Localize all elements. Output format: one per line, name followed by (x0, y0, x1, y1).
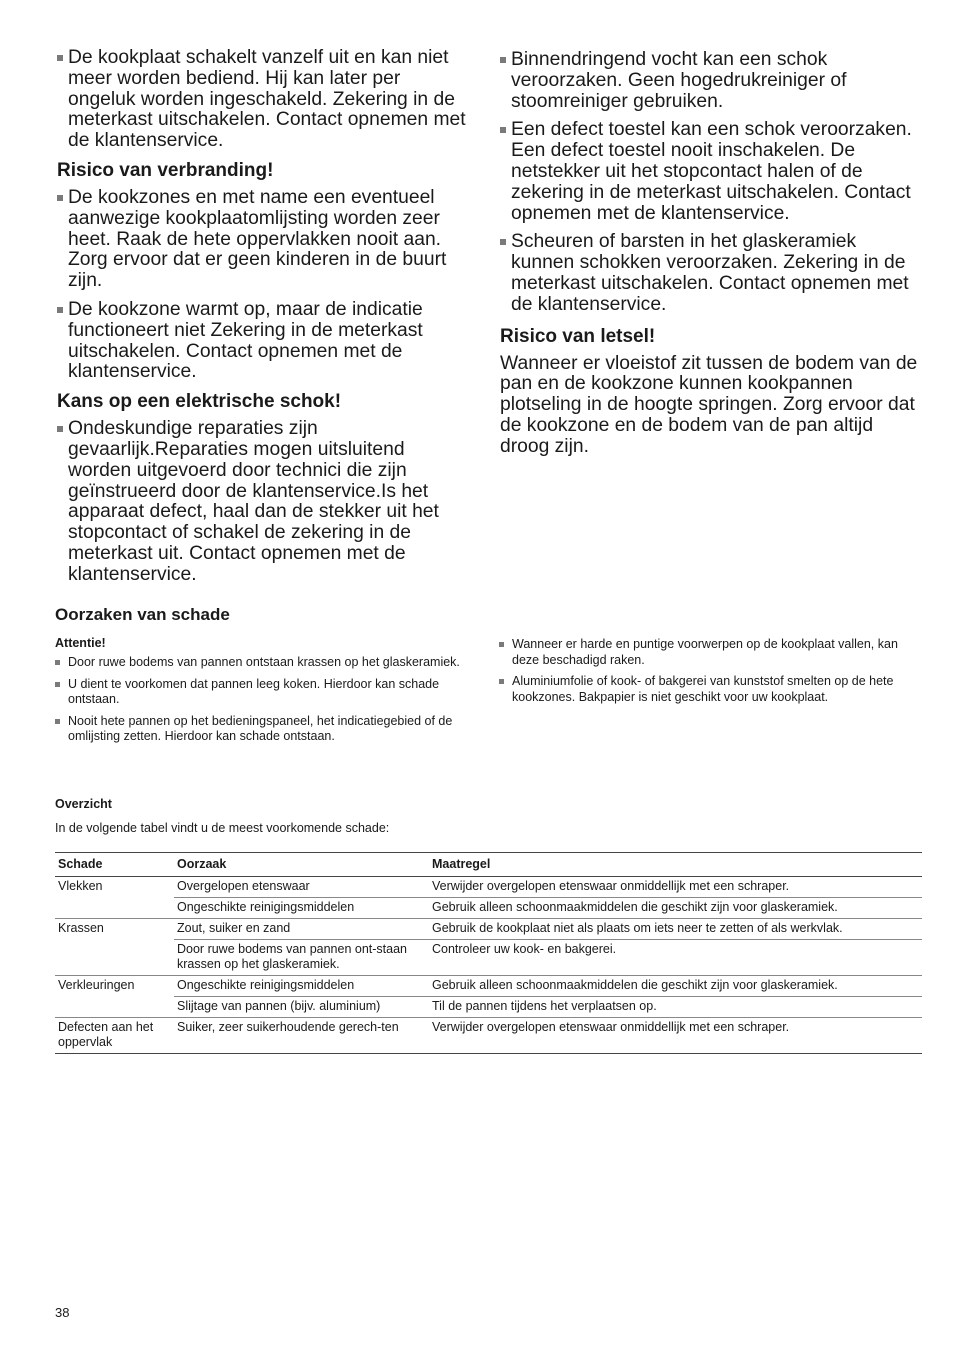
header-measure: Maatregel (429, 853, 922, 877)
list-item: De kookplaat schakelt vanzelf uit en kan niet meer worden bediend. Hij kan later per ongeluk worden ingeschakeld. Zekering in de meterkast uitschakelen. Contact opnemen met de klantenservice. (57, 48, 469, 152)
list-item: Aluminiumfolie of kook- of bakgerei van kunststof smelten op de hete kookzones. Bakpapier is niet geschikt voor uw kookplaat. (499, 674, 919, 705)
burn-risk-heading: Risico van verbranding! (57, 159, 274, 181)
cell-damage (55, 940, 174, 976)
list-item: Een defect toestel kan een schok veroorzaken. Een defect toestel nooit inschakelen. De netstekker uit het stopcontact halen of de zekering in de meterkast uitschakelen. Contact opnemen met de klantenservice. (500, 120, 920, 224)
damage-bullet-list-right (499, 637, 919, 705)
right-column (500, 50, 920, 458)
list-item: Wanneer er harde en puntige voorwerpen op de kookplaat vallen, kan deze beschadigd raken. (499, 637, 919, 668)
cell-measure: Controleer uw kook- en bakgerei. (429, 940, 922, 976)
cell-measure: Verwijder overgelopen etenswaar onmiddellijk met een schraper. (429, 1018, 922, 1054)
cell-damage (55, 898, 174, 919)
damage-table (55, 852, 922, 1054)
shock-bullet-list (57, 419, 469, 585)
list-item: Door ruwe bodems van pannen ontstaan krassen op het glaskeramiek. (55, 655, 475, 671)
table-row (55, 1018, 922, 1054)
list-item: De kookzones en met name een eventueel aanwezige kookplaatomlijsting worden zeer heet. Raak de hete oppervlakken nooit aan. Zorg ervoor dat er geen kinderen in de buurt zijn. (57, 188, 469, 292)
burn-bullet-list (57, 188, 469, 383)
damage-section-title: Oorzaken van schade (55, 605, 230, 624)
damage-right-column (499, 637, 919, 711)
damage-left-column (55, 636, 475, 751)
cell-cause: Zout, suiker en zand (174, 919, 429, 940)
injury-risk-heading: Risico van letsel! (500, 325, 656, 347)
left-column (57, 48, 469, 594)
cell-measure: Til de pannen tijdens het verplaatsen op. (429, 997, 922, 1018)
cell-cause: Slijtage van pannen (bijv. aluminium) (174, 997, 429, 1018)
intro-bullet-list (57, 48, 469, 152)
table-row (55, 877, 922, 898)
injury-risk-text: Wanneer er vloeistof zit tussen de bodem van de pan en de kookzone kunnen kookpannen plotseling in de hoogte springen. Zorg ervoor dat de kookzone en de bodem van de pan altijd droog zijn. (500, 352, 918, 457)
damage-bullet-list-left (55, 655, 475, 745)
cell-cause: Ongeschikte reinigingsmiddelen (174, 976, 429, 997)
page-number: 38 (55, 1305, 70, 1320)
table-row (55, 898, 922, 919)
table-row (55, 997, 922, 1018)
list-item: De kookzone warmt op, maar de indicatie functioneert niet Zekering in de meterkast uitschakelen. Contact opnemen met de klantenservice. (57, 300, 469, 383)
cell-damage: Vlekken (55, 877, 174, 898)
list-item: Binnendringend vocht kan een schok veroorzaken. Geen hogedrukreiniger of stoomreiniger gebruiken. (500, 50, 920, 112)
cell-measure: Gebruik alleen schoonmaakmiddelen die geschikt zijn voor glaskeramiek. (429, 976, 922, 997)
overview-intro: In de volgende tabel vindt u de meest voorkomende schade: (55, 821, 390, 835)
list-item: U dient te voorkomen dat pannen leeg koken. Hierdoor kan schade ontstaan. (55, 677, 475, 708)
header-damage: Schade (55, 853, 174, 877)
cell-cause: Ongeschikte reinigingsmiddelen (174, 898, 429, 919)
cell-cause: Suiker, zeer suikerhoudende gerech-ten (174, 1018, 429, 1054)
cell-cause: Overgelopen etenswaar (174, 877, 429, 898)
cell-measure: Gebruik alleen schoonmaakmiddelen die geschikt zijn voor glaskeramiek. (429, 898, 922, 919)
cell-measure: Gebruik de kookplaat niet als plaats om iets neer te zetten of als werkvlak. (429, 919, 922, 940)
overview-title: Overzicht (55, 797, 112, 811)
table-row (55, 940, 922, 976)
table-row (55, 976, 922, 997)
cell-damage (55, 997, 174, 1018)
list-item: Scheuren of barsten in het glaskeramiek kunnen schokken veroorzaken. Zekering in de meterkast uitschakelen. Contact opnemen met de klantenservice. (500, 232, 920, 315)
cell-measure: Verwijder overgelopen etenswaar onmiddellijk met een schraper. (429, 877, 922, 898)
shock-risk-heading: Kans op een elektrische schok! (57, 391, 342, 413)
list-item: Ondeskundige reparaties zijn gevaarlijk.Reparaties mogen uitsluitend worden uitgevoerd door technici die zijn geïnstrueerd door de klantenservice.Is het apparaat defect, haal dan de stekker uit het stopcontact of schakel de zekering in de meterkast uit. Contact opnemen met de klantenservice. (57, 419, 469, 585)
shock-bullet-list-continued (500, 50, 920, 316)
cell-damage: Verkleuringen (55, 976, 174, 997)
cell-cause: Door ruwe bodems van pannen ont-staan krassen op het glaskeramiek. (174, 940, 429, 976)
cell-damage: Defecten aan het oppervlak (55, 1018, 174, 1054)
header-cause: Oorzaak (174, 853, 429, 877)
table-row (55, 919, 922, 940)
attention-label: Attentie! (55, 636, 106, 650)
table-header-row (55, 853, 922, 877)
list-item: Nooit hete pannen op het bedieningspaneel, het indicatiegebied of de omlijsting zetten. Hierdoor kan schade ontstaan. (55, 714, 475, 745)
cell-damage: Krassen (55, 919, 174, 940)
